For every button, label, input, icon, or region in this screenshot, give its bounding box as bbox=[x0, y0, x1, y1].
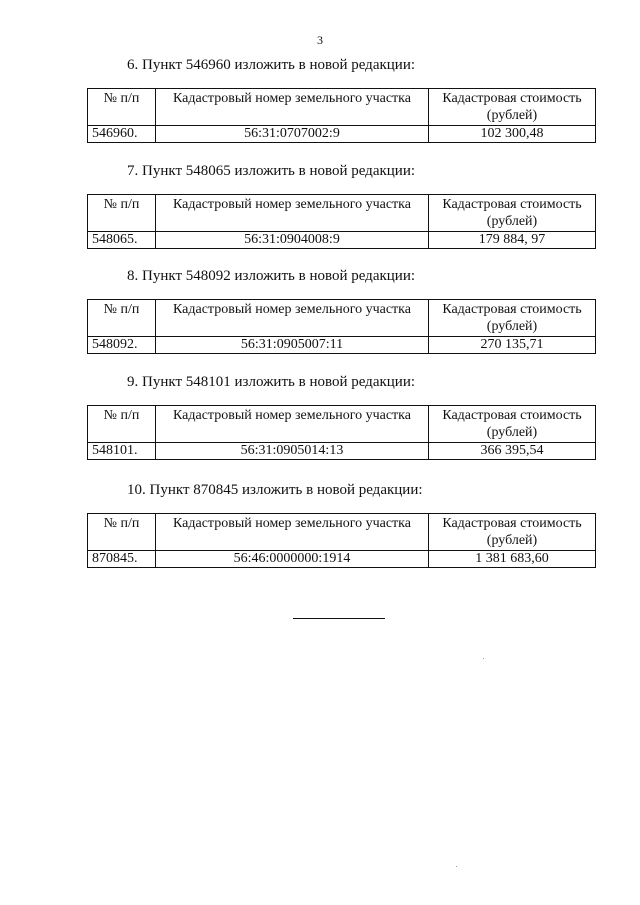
section-heading: 10. Пункт 870845 изложить в новой редакции: bbox=[127, 482, 423, 498]
cell-num: 548101. bbox=[88, 443, 156, 460]
table-header-row bbox=[88, 514, 596, 551]
table-header-row bbox=[88, 89, 596, 126]
cell-num: 548092. bbox=[88, 337, 156, 354]
header-cadastral-number: Кадастровый номер земельного участка bbox=[156, 195, 429, 232]
cell-cadastral-number: 56:31:0905007:11 bbox=[156, 337, 429, 354]
cell-cadastral-number: 56:46:0000000:1914 bbox=[156, 551, 429, 568]
section-heading: 8. Пункт 548092 изложить в новой редакции: bbox=[127, 268, 416, 284]
header-num: № п/п bbox=[88, 514, 156, 551]
cell-cadastral-cost: 102 300,48 bbox=[429, 126, 596, 143]
table-row bbox=[88, 551, 596, 568]
section-heading: 6. Пункт 546960 изложить в новой редакции: bbox=[127, 57, 416, 73]
table-header-row bbox=[88, 195, 596, 232]
header-cadastral-cost: Кадастровая стоимость (рублей) bbox=[429, 514, 596, 551]
header-num: № п/п bbox=[88, 300, 156, 337]
cadastral-table bbox=[87, 88, 596, 143]
table-header-row bbox=[88, 300, 596, 337]
header-num: № п/п bbox=[88, 89, 156, 126]
cadastral-table bbox=[87, 513, 596, 568]
header-num: № п/п bbox=[88, 195, 156, 232]
cell-cadastral-cost: 1 381 683,60 bbox=[429, 551, 596, 568]
table-header-row bbox=[88, 406, 596, 443]
header-cadastral-cost: Кадастровая стоимость (рублей) bbox=[429, 195, 596, 232]
table-row bbox=[88, 443, 596, 460]
section-heading: 9. Пункт 548101 изложить в новой редакции: bbox=[127, 374, 416, 390]
cell-num: 546960. bbox=[88, 126, 156, 143]
cadastral-table bbox=[87, 194, 596, 249]
cadastral-table bbox=[87, 299, 596, 354]
cell-cadastral-number: 56:31:0707002:9 bbox=[156, 126, 429, 143]
table-row bbox=[88, 337, 596, 354]
cell-cadastral-cost: 179 884, 97 bbox=[429, 232, 596, 249]
header-cadastral-cost: Кадастровая стоимость (рублей) bbox=[429, 300, 596, 337]
header-cadastral-number: Кадастровый номер земельного участка bbox=[156, 406, 429, 443]
cell-cadastral-cost: 270 135,71 bbox=[429, 337, 596, 354]
cell-cadastral-cost: 366 395,54 bbox=[429, 443, 596, 460]
closing-divider bbox=[293, 618, 385, 619]
header-cadastral-number: Кадастровый номер земельного участка bbox=[156, 89, 429, 126]
header-cadastral-cost: Кадастровая стоимость (рублей) bbox=[429, 89, 596, 126]
table-row bbox=[88, 232, 596, 249]
scan-speck bbox=[456, 866, 457, 867]
header-cadastral-number: Кадастровый номер земельного участка bbox=[156, 514, 429, 551]
header-cadastral-number: Кадастровый номер земельного участка bbox=[156, 300, 429, 337]
page-number: 3 bbox=[317, 33, 323, 47]
cadastral-table bbox=[87, 405, 596, 460]
cell-cadastral-number: 56:31:0905014:13 bbox=[156, 443, 429, 460]
header-cadastral-cost: Кадастровая стоимость (рублей) bbox=[429, 406, 596, 443]
cell-num: 870845. bbox=[88, 551, 156, 568]
section-heading: 7. Пункт 548065 изложить в новой редакции: bbox=[127, 163, 416, 179]
header-num: № п/п bbox=[88, 406, 156, 443]
cell-num: 548065. bbox=[88, 232, 156, 249]
scan-speck bbox=[483, 658, 484, 659]
cell-cadastral-number: 56:31:0904008:9 bbox=[156, 232, 429, 249]
table-row bbox=[88, 126, 596, 143]
